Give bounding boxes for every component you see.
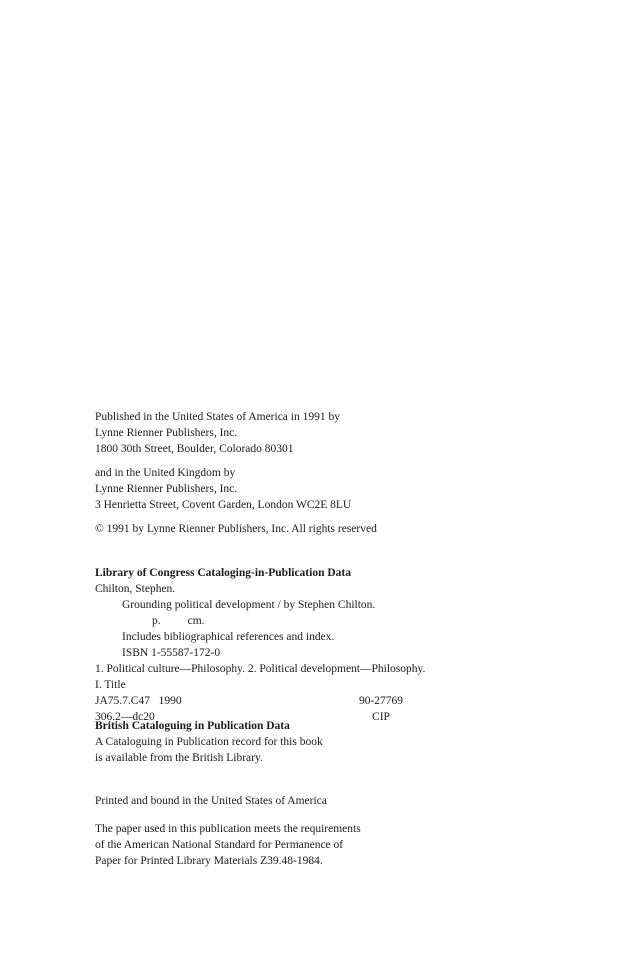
paper-line-1: The paper used in this publication meets the requirements xyxy=(95,823,361,835)
loc-title-entry: I. Title xyxy=(95,679,126,691)
uk-publisher-block xyxy=(95,465,435,513)
loc-dewey: 306.2—dc20 xyxy=(95,711,155,723)
loc-cip-heading: Library of Congress Cataloging-in-Publication Data xyxy=(95,567,351,579)
paper-block xyxy=(95,821,435,869)
paper-line-2: of the American National Standard for Permanence of xyxy=(95,839,344,851)
british-cip-heading: British Cataloguing in Publication Data xyxy=(95,720,290,732)
us-publisher-address: 1800 30th Street, Boulder, Colorado 80301 xyxy=(95,443,294,455)
uk-publisher-line-1: and in the United Kingdom by xyxy=(95,467,236,479)
loc-isbn: ISBN 1-55587-172-0 xyxy=(122,647,221,659)
us-publisher-block xyxy=(95,409,435,457)
loc-cip-block xyxy=(95,565,455,725)
loc-call-number: JA75.7.C47 1990 xyxy=(95,695,182,707)
loc-lccn: 90-27769 xyxy=(358,695,404,707)
us-publisher-line-1: Published in the United States of America in 1991 by xyxy=(95,411,340,423)
loc-cm: cm. xyxy=(187,615,205,627)
loc-subjects: 1. Political culture—Philosophy. 2. Political development—Philosophy. xyxy=(95,663,426,675)
loc-bibliography-note: Includes bibliographical references and index. xyxy=(122,631,335,643)
loc-author: Chilton, Stephen. xyxy=(95,583,176,595)
printed-notice: Printed and bound in the United States of America xyxy=(95,795,327,807)
copyright-notice: © 1991 by Lynne Rienner Publishers, Inc. All rights reserved xyxy=(95,523,377,535)
paper-line-3: Paper for Printed Library Materials Z39.48-1984. xyxy=(95,855,323,867)
british-cip-line-2: is available from the British Library. xyxy=(95,752,263,764)
loc-call-number-row xyxy=(95,693,413,709)
loc-cip-label: CIP xyxy=(372,711,390,723)
british-cip-block xyxy=(95,718,435,766)
british-cip-line-1: A Cataloguing in Publication record for this book xyxy=(95,736,323,748)
loc-pagination xyxy=(95,613,455,629)
copyright-block xyxy=(95,521,435,537)
loc-p: p. xyxy=(152,615,161,627)
printed-block xyxy=(95,793,435,809)
loc-title: Grounding political development / by Stephen Chilton. xyxy=(122,599,376,611)
uk-publisher-name: Lynne Rienner Publishers, Inc. xyxy=(95,483,238,495)
uk-publisher-address: 3 Henrietta Street, Covent Garden, London WC2E 8LU xyxy=(95,499,352,511)
us-publisher-name: Lynne Rienner Publishers, Inc. xyxy=(95,427,238,439)
